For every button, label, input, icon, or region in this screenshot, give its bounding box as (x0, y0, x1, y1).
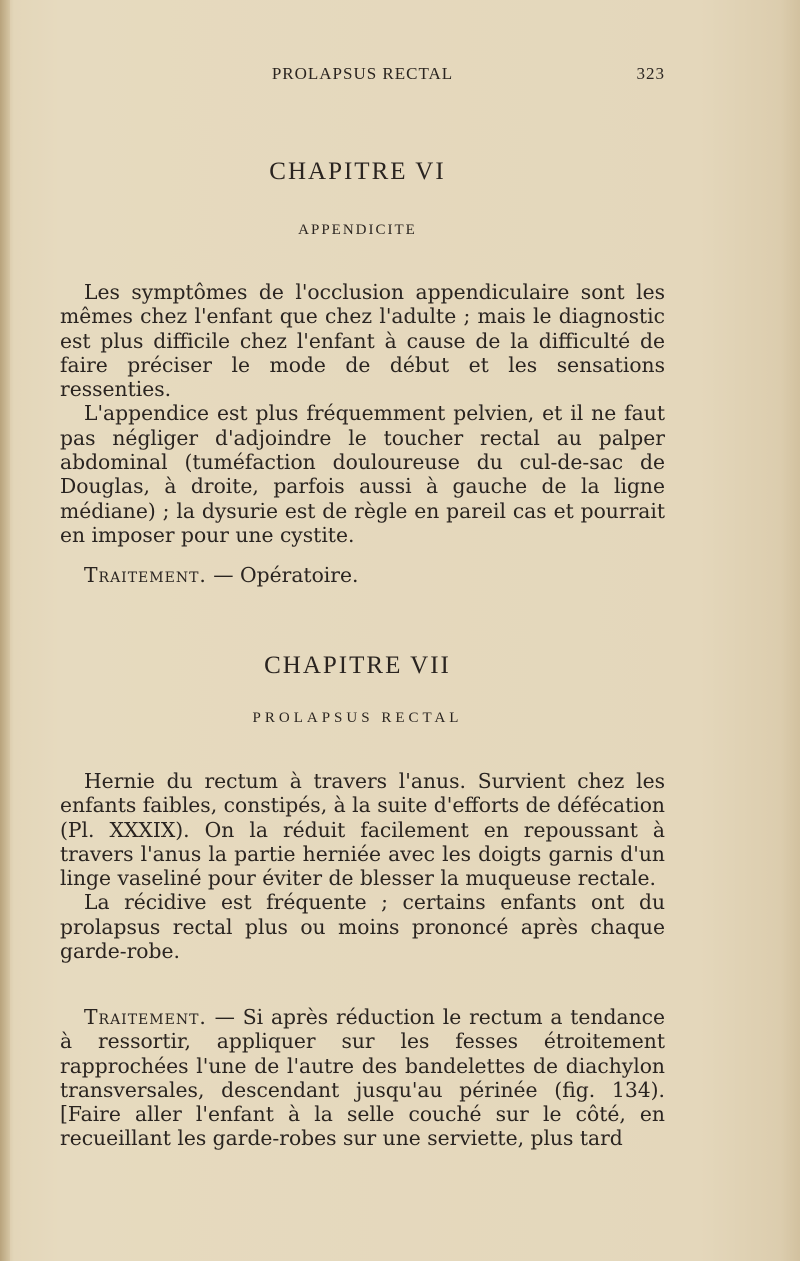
chapter-7-title: CHAPITRE VII (264, 652, 451, 679)
chapter-7-treatment (60, 1005, 665, 1151)
treatment-label: Traitement. (84, 563, 207, 587)
treatment-text: — Opératoire. (206, 563, 359, 587)
chapter-6-paragraph-2: L'appendice est plus fréquemment pelvien, et il ne faut pas négliger d'adjoindre le toucher rectal au palper abdominal (tuméfaction douloureuse du cul-de-sac de Douglas, à droite, parfois aussi à gauche de la ligne médiane) ; la dysurie est de règle en pareil cas et pourrait en imposer pour une cystite. (60, 401, 665, 547)
chapter-7-subtitle: PROLAPSUS RECTAL (252, 710, 463, 726)
running-title: PROLAPSUS RECTAL (271, 64, 454, 83)
chapter-7-body (60, 769, 665, 963)
treatment-label: Traitement. (84, 1005, 207, 1029)
chapter-6-body (60, 280, 665, 547)
chapter-7-treatment-paragraph (60, 1005, 665, 1151)
treatment-text: — Si après réduction le rectum a tendance à ressortir, appliquer sur les fesses étroitement rapprochées l'une de l'autre des bandelettes de diachylon transversales, descendant jusqu'au périnée (fig. 134). [Faire aller l'enfant à la selle couché sur le côté, en recueillant les garde-robes sur une serviette, plus tard (60, 1005, 665, 1151)
page-number: 323 (636, 64, 665, 83)
chapter-6-treatment (60, 563, 665, 587)
chapter-7-paragraph-1: Hernie du rectum à travers l'anus. Survient chez les enfants faibles, constipés, à la suite d'efforts de défécation (Pl. XXXIX). On la réduit facilement en repoussant à travers l'anus la partie herniée avec les doigts garnis d'un linge vaseliné pour éviter de blesser la muqueuse rectale. (60, 769, 665, 891)
chapter-6-subtitle: APPENDICITE (298, 222, 417, 238)
page-spine-shadow (0, 0, 10, 1261)
chapter-6-paragraph-1: Les symptômes de l'occlusion appendiculaire sont les mêmes chez l'enfant que chez l'adulte ; mais le diagnostic est plus difficile chez l'enfant à cause de la difficulté de faire préciser le mode de début et les sensations ressenties. (60, 280, 665, 402)
chapter-6-title: CHAPITRE VI (269, 158, 446, 185)
chapter-6-treatment-paragraph (60, 563, 665, 587)
page-header (60, 64, 665, 90)
chapter-7-paragraph-2: La récidive est fréquente ; certains enfants ont du prolapsus rectal plus ou moins prononcé après chaque garde-robe. (60, 890, 665, 964)
